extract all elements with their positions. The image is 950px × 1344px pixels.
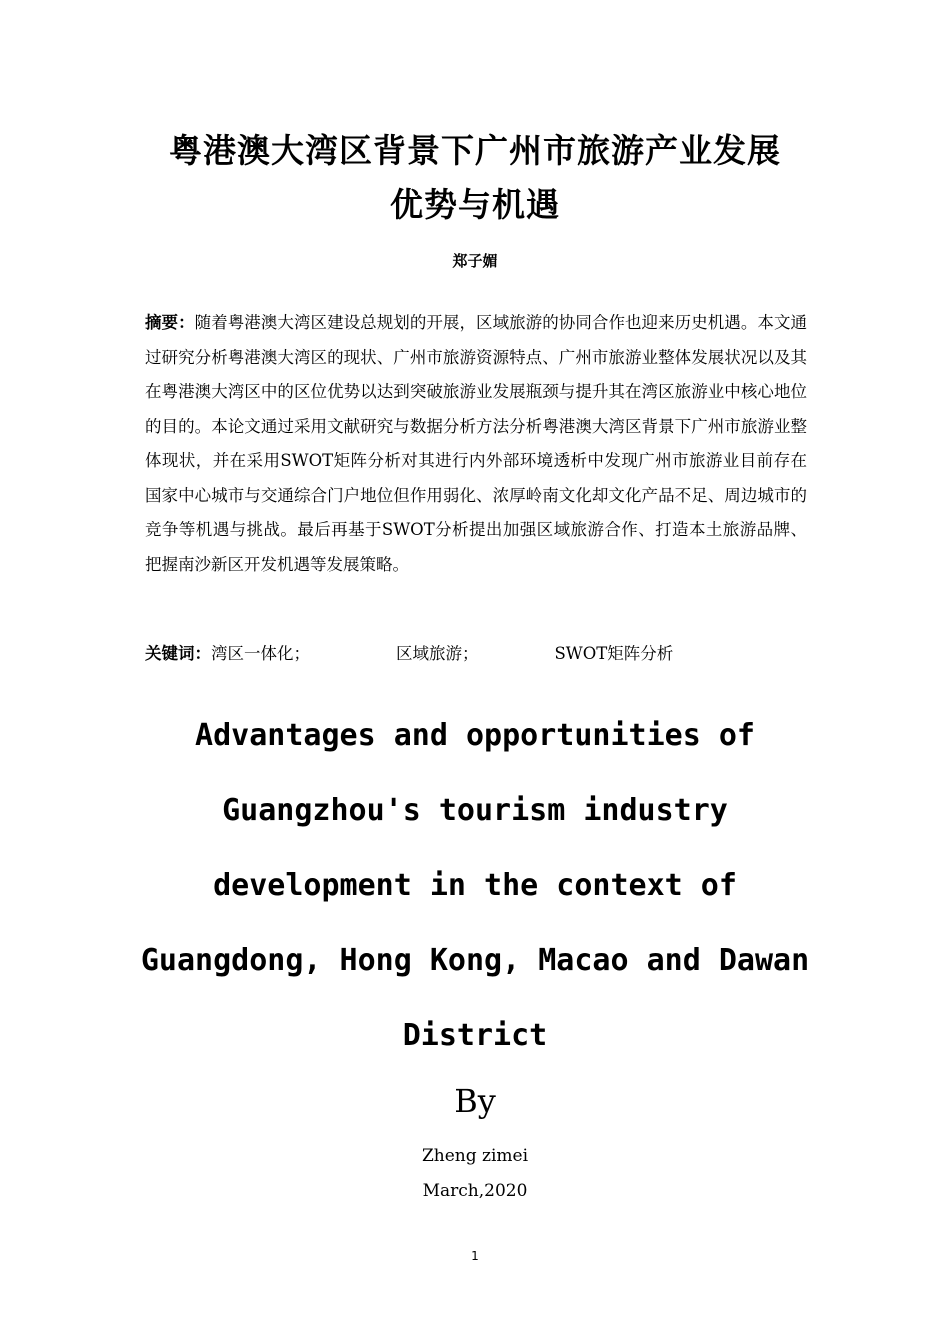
english-title-line-4: Guangdong, Hong Kong, Macao and Dawan (140, 943, 810, 978)
abstract-text: 随着粤港澳大湾区建设总规划的开展，区域旅游的协同合作也迎来历史机遇。本文通过研究分析粤港澳大湾区的现状、广州市旅游资源特点、广州市旅游业整体发展状况以及其在粤港澳大湾区中的区位优势以达到突破旅游业发展瓶颈与提升其在湾区旅游业中核心地位的目的。本论文通过采用文献研究与数据分析方法分析粤港澳大湾区背景下广州市旅游业整体现状，并在采用SWOT矩阵分析对其进行内外部环境透析中发现广州市旅游业目前存在国家中心城市与交通综合门户地位但作用弱化、浓厚岭南文化却文化产品不足、周边城市的竞争等机遇与挑战。最后再基于SWOT分析提出加强区域旅游合作、打造本土旅游品牌、把握南沙新区开发机遇等发展策略。 (145, 313, 808, 574)
keywords-label: 关键词： (145, 644, 211, 663)
abstract-paragraph (145, 306, 807, 582)
keyword-item: 湾区一体化； (211, 644, 310, 663)
english-title-line-5: District (402, 1018, 548, 1053)
chinese-author: 郑子媚 (452, 252, 498, 270)
english-title (100, 698, 850, 1073)
keyword-item: SWOT矩阵分析 (554, 644, 674, 663)
english-title-line-1: Advantages and opportunities of (195, 718, 755, 753)
keywords-line (145, 640, 673, 668)
chinese-title (100, 124, 850, 232)
english-author: Zheng zimei (421, 1146, 529, 1166)
by-label: By (454, 1082, 496, 1120)
publication-date: March,2020 (422, 1181, 528, 1201)
chinese-title-line-1: 粤港澳大湾区背景下广州市旅游产业发展 (169, 131, 781, 170)
abstract-label: 摘要： (145, 313, 195, 332)
english-title-line-2: Guangzhou's tourism industry (222, 793, 728, 828)
english-title-line-3: development in the context of (213, 868, 737, 903)
chinese-title-line-2: 优势与机遇 (390, 185, 560, 224)
keyword-item: 区域旅游； (396, 644, 479, 663)
page-number: 1 (471, 1249, 479, 1263)
